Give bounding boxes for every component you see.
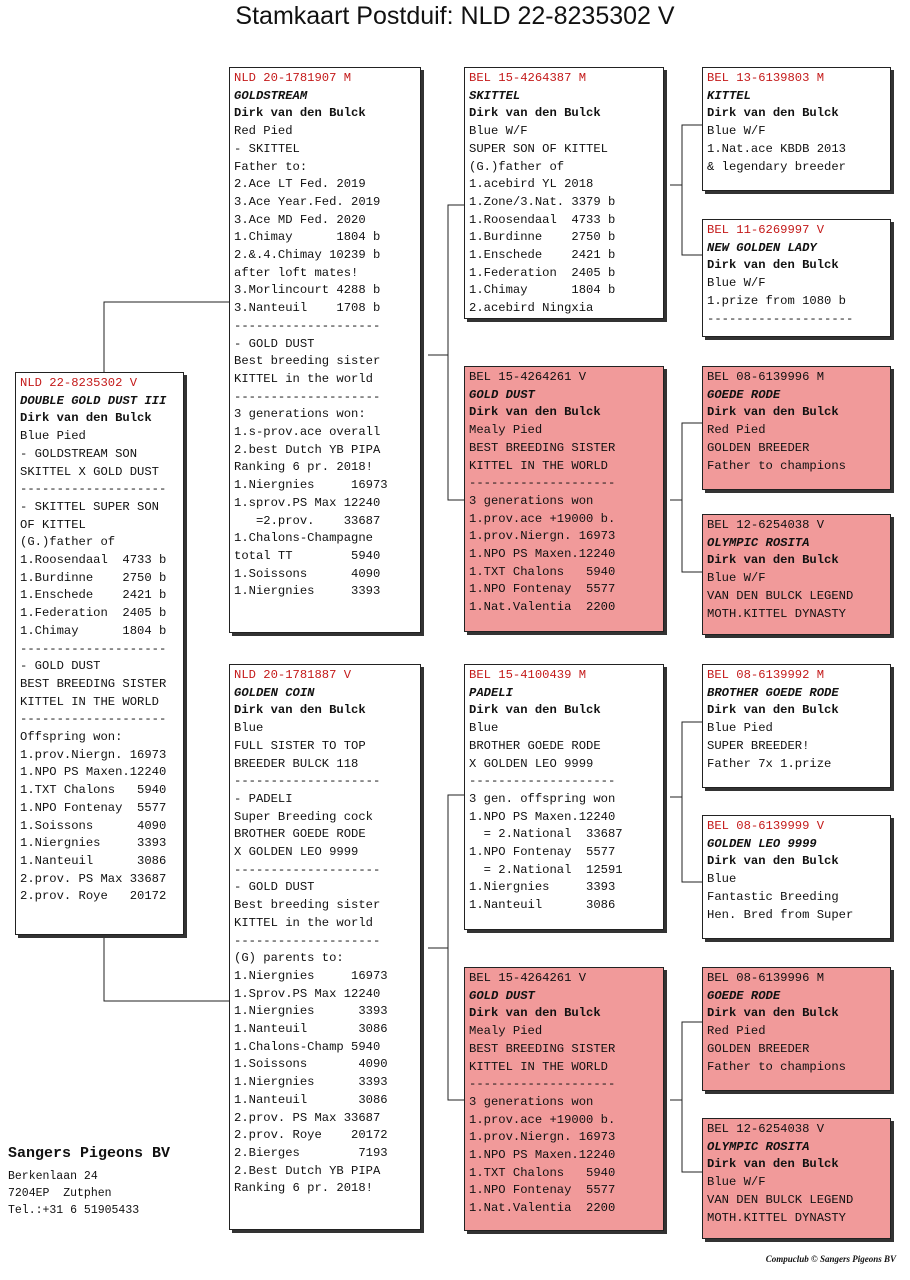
notes xyxy=(707,141,886,176)
note-line: KITTEL IN THE WORLD xyxy=(469,1059,608,1074)
note-line: - GOLD DUST xyxy=(20,659,101,674)
ring-number: BEL 12-6254038 V xyxy=(707,518,825,532)
father-card[interactable] xyxy=(229,67,421,633)
note-line: 1.prov.ace +19000 b. xyxy=(469,511,616,526)
pigeon-color: Blue xyxy=(234,721,264,736)
ring-number: BEL 08-6139996 M xyxy=(707,370,825,384)
note-line: Best breeding sister xyxy=(234,898,381,913)
note-line: Father to: xyxy=(234,159,308,174)
note-line: 1.Soissons 4090 xyxy=(234,1057,388,1072)
note-line: 1.Niergnies 16973 xyxy=(234,968,388,983)
note-line: 3 generations won: xyxy=(234,407,366,422)
note-line: 1.Chimay 1804 b xyxy=(469,283,616,298)
pigeon-name: GOEDE RODE xyxy=(707,988,781,1003)
note-line: -------------------- xyxy=(469,476,616,491)
pigeon-color: Blue xyxy=(707,872,737,887)
note-line: KITTEL in the world xyxy=(234,371,373,386)
maternal-grandmother-card[interactable] xyxy=(464,967,664,1231)
note-line: (G.)father of xyxy=(469,159,565,174)
note-line: 1.NPO Fontenay 5577 xyxy=(469,1183,616,1198)
note-line: VAN DEN BULCK LEGEND xyxy=(707,1192,854,1207)
notes xyxy=(234,738,416,1198)
note-line: 2.Bierges 7193 xyxy=(234,1145,388,1160)
note-line: - SKITTEL xyxy=(234,141,300,156)
notes xyxy=(707,1041,886,1076)
note-line: 1.Chalons-Champ 5940 xyxy=(234,1039,381,1054)
note-line: 1.Soissons 4090 xyxy=(20,818,167,833)
note-line: 1.prov.Niergn. 16973 xyxy=(20,747,167,762)
breeder-name: Dirk van den Bulck xyxy=(707,703,839,718)
pigeon-color: Blue W/F xyxy=(707,1175,766,1190)
breeder-name: Dirk van den Bulck xyxy=(234,703,366,718)
owner-phone: Tel.:+31 6 51905433 xyxy=(8,1204,140,1217)
notes xyxy=(469,440,659,617)
note-line: = 2.National 12591 xyxy=(469,862,623,877)
breeder-name: Dirk van den Bulck xyxy=(707,1006,839,1021)
note-line: 3 gen. offspring won xyxy=(469,791,616,806)
note-line: 1.sprov.PS Max 12240 xyxy=(234,495,381,510)
note-line: 1.Nanteuil 3086 xyxy=(469,898,616,913)
pigeon-name: KITTEL xyxy=(707,88,751,103)
breeder-name: Dirk van den Bulck xyxy=(469,106,601,121)
note-line: KITTEL IN THE WORLD xyxy=(469,458,608,473)
note-line: MOTH.KITTEL DYNASTY xyxy=(707,606,846,621)
note-line: BROTHER GOEDE RODE xyxy=(234,827,366,842)
breeder-name: Dirk van den Bulck xyxy=(707,854,839,869)
great-grandparent-card[interactable] xyxy=(702,67,891,191)
maternal-grandfather-card[interactable] xyxy=(464,664,664,930)
ring-number: BEL 12-6254038 V xyxy=(707,1122,825,1136)
note-line: 1.Zone/3.Nat. 3379 b xyxy=(469,194,616,209)
ring-number: BEL 11-6269997 V xyxy=(707,223,825,237)
note-line: 2.Ace LT Fed. 2019 xyxy=(234,177,366,192)
breeder-name: Dirk van den Bulck xyxy=(707,405,839,420)
note-line: -------------------- xyxy=(234,862,381,877)
ring-number: BEL 15-4264261 V xyxy=(469,370,587,384)
note-line: BROTHER GOEDE RODE xyxy=(469,738,601,753)
pigeon-name: PADELI xyxy=(469,685,513,700)
note-line: 1.Burdinne 2750 b xyxy=(20,570,167,585)
note-line: 1.prov.Niergn. 16973 xyxy=(469,529,616,544)
note-line: 1.Nat.Valentia 2200 xyxy=(469,600,616,615)
note-line: 1.Nat.ace KBDB 2013 xyxy=(707,141,846,156)
note-line: 1.Chimay 1804 b xyxy=(234,230,381,245)
note-line: -------------------- xyxy=(234,774,381,789)
breeder-name: Dirk van den Bulck xyxy=(469,1006,601,1021)
pigeon-color: Blue W/F xyxy=(707,276,766,291)
note-line: -------------------- xyxy=(20,712,167,727)
ring-number: BEL 15-4100439 M xyxy=(469,668,587,682)
note-line: 1.Enschede 2421 b xyxy=(20,588,167,603)
note-line: 1.prov.ace +19000 b. xyxy=(469,1112,616,1127)
note-line: 2.acebird Ningxia xyxy=(469,301,594,316)
mother-card[interactable] xyxy=(229,664,421,1230)
note-line: 1.TXT Chalons 5940 xyxy=(20,783,167,798)
note-line: 2.prov. Roye 20172 xyxy=(20,889,167,904)
pigeon-name: GOLD DUST xyxy=(469,988,535,1003)
notes xyxy=(707,440,886,475)
note-line: - GOLDSTREAM SON xyxy=(20,446,138,461)
note-line: (G) parents to: xyxy=(234,951,344,966)
note-line: 2.&.4.Chimay 10239 b xyxy=(234,248,381,263)
notes xyxy=(707,588,886,623)
breeder-name: Dirk van den Bulck xyxy=(707,1157,839,1172)
ring-number: NLD 20-1781907 M xyxy=(234,71,352,85)
note-line: total TT 5940 xyxy=(234,548,381,563)
owner-city: 7204EP Zutphen xyxy=(8,1187,112,1200)
note-line: 1.Nanteuil 3086 xyxy=(20,853,167,868)
note-line: 3.Nanteuil 1708 b xyxy=(234,301,381,316)
note-line: 1.Roosendaal 4733 b xyxy=(20,553,167,568)
notes xyxy=(707,889,886,924)
note-line: Father to champions xyxy=(707,1059,846,1074)
owner-block xyxy=(8,1145,170,1219)
note-line: MOTH.KITTEL DYNASTY xyxy=(707,1210,846,1225)
note-line: -------------------- xyxy=(234,933,381,948)
breeder-name: Dirk van den Bulck xyxy=(469,405,601,420)
note-line: 3.Ace MD Fed. 2020 xyxy=(234,212,366,227)
pigeon-color: Blue W/F xyxy=(469,124,528,139)
note-line: 3.Morlincourt 4288 b xyxy=(234,283,381,298)
ring-number: NLD 20-1781887 V xyxy=(234,668,352,682)
note-line: 1.Enschede 2421 b xyxy=(469,248,616,263)
great-grandparent-card[interactable] xyxy=(702,219,891,337)
breeder-name: Dirk van den Bulck xyxy=(234,106,366,121)
ring-number: BEL 08-6139996 M xyxy=(707,971,825,985)
note-line: 1.Chimay 1804 b xyxy=(20,623,167,638)
ring-number: BEL 15-4264261 V xyxy=(469,971,587,985)
pigeon-color: Blue W/F xyxy=(707,571,766,586)
note-line: 1.Niergnies 3393 xyxy=(469,880,616,895)
note-line: 1.Roosendaal 4733 b xyxy=(469,212,616,227)
pigeon-name: GOLDEN COIN xyxy=(234,685,315,700)
note-line: 1.Niergnies 3393 xyxy=(234,584,381,599)
note-line: 1.Nanteuil 3086 xyxy=(234,1022,388,1037)
great-grandparent-card[interactable] xyxy=(702,967,891,1091)
note-line: 1.TXT Chalons 5940 xyxy=(469,1165,616,1180)
note-line: -------------------- xyxy=(20,482,167,497)
ring-number: BEL 15-4264387 M xyxy=(469,71,587,85)
pigeon-card[interactable] xyxy=(15,372,184,935)
note-line: = 2.National 33687 xyxy=(469,827,623,842)
notes xyxy=(707,1192,886,1227)
breeder-name: Dirk van den Bulck xyxy=(469,703,601,718)
note-line: Father 7x 1.prize xyxy=(707,756,832,771)
note-line: 1.NPO Fontenay 5577 xyxy=(469,582,616,597)
note-line: 1.Nanteuil 3086 xyxy=(234,1092,388,1107)
note-line: 1.prov.Niergn. 16973 xyxy=(469,1130,616,1145)
note-line: 1.NPO Fontenay 5577 xyxy=(469,845,616,860)
notes xyxy=(707,738,886,773)
pigeon-name: OLYMPIC ROSITA xyxy=(707,1139,810,1154)
footer-credit: Compuclub © Sangers Pigeons BV xyxy=(765,1254,896,1264)
breeder-name: Dirk van den Bulck xyxy=(707,106,839,121)
note-line: SUPER SON OF KITTEL xyxy=(469,141,608,156)
paternal-grandmother-card[interactable] xyxy=(464,366,664,632)
note-line: Offspring won: xyxy=(20,730,123,745)
pigeon-name: GOEDE RODE xyxy=(707,387,781,402)
great-grandparent-card[interactable] xyxy=(702,1118,891,1239)
note-line: after loft mates! xyxy=(234,265,359,280)
great-grandparent-card[interactable] xyxy=(702,366,891,490)
note-line: 2.prov. PS Max 33687 xyxy=(20,871,167,886)
note-line: 3 generations won xyxy=(469,493,594,508)
great-grandparent-card[interactable] xyxy=(702,815,891,939)
note-line: 2.prov. Roye 20172 xyxy=(234,1128,388,1143)
ring-number: BEL 08-6139992 M xyxy=(707,668,825,682)
note-line: FULL SISTER TO TOP xyxy=(234,738,366,753)
note-line: 2.Best Dutch YB PIPA xyxy=(234,1163,381,1178)
pigeon-name: NEW GOLDEN LADY xyxy=(707,240,817,255)
notes xyxy=(469,1041,659,1218)
ring-number: NLD 22-8235302 V xyxy=(20,376,138,390)
note-line: 1.Niergnies 16973 xyxy=(234,478,388,493)
page-title: Stamkaart Postduif: NLD 22-8235302 V xyxy=(235,2,675,30)
breeder-name: Dirk van den Bulck xyxy=(20,411,152,426)
note-line: 1.Federation 2405 b xyxy=(20,606,167,621)
notes xyxy=(234,141,416,601)
pigeon-name: BROTHER GOEDE RODE xyxy=(707,685,839,700)
ring-number: BEL 13-6139803 M xyxy=(707,71,825,85)
note-line: - SKITTEL SUPER SON xyxy=(20,499,159,514)
note-line: 1.NPO Fontenay 5577 xyxy=(20,800,167,815)
pigeon-name: GOLDEN LEO 9999 xyxy=(707,836,817,851)
pigeon-color: Blue Pied xyxy=(707,721,773,736)
notes xyxy=(469,738,659,915)
great-grandparent-card[interactable] xyxy=(702,514,891,635)
note-line: Best breeding sister xyxy=(234,354,381,369)
note-line: 1.Nat.Valentia 2200 xyxy=(469,1201,616,1216)
note-line: 1.NPO PS Maxen.12240 xyxy=(20,765,167,780)
notes xyxy=(469,141,659,318)
note-line: SKITTEL X GOLD DUST xyxy=(20,464,159,479)
note-line: Hen. Bred from Super xyxy=(707,907,854,922)
note-line: -------------------- xyxy=(20,641,167,656)
note-line: GOLDEN BREEDER xyxy=(707,1041,810,1056)
note-line: 1.acebird YL 2018 xyxy=(469,177,594,192)
owner-address: Berkenlaan 24 xyxy=(8,1170,98,1183)
note-line: 1.Federation 2405 b xyxy=(469,265,616,280)
note-line: 1.NPO PS Maxen.12240 xyxy=(469,1148,616,1163)
note-line: 1.s-prov.ace overall xyxy=(234,425,381,440)
note-line: VAN DEN BULCK LEGEND xyxy=(707,588,854,603)
note-line: Fantastic Breeding xyxy=(707,889,839,904)
note-line: KITTEL IN THE WORLD xyxy=(20,694,159,709)
breeder-name: Dirk van den Bulck xyxy=(707,258,839,273)
pigeon-color: Mealy Pied xyxy=(469,423,543,438)
pigeon-name: GOLDSTREAM xyxy=(234,88,308,103)
note-line: Father to champions xyxy=(707,458,846,473)
note-line: 1.Niergnies 3393 xyxy=(234,1004,388,1019)
note-line: - GOLD DUST xyxy=(234,880,315,895)
note-line: X GOLDEN LEO 9999 xyxy=(234,845,359,860)
pigeon-name: SKITTEL xyxy=(469,88,521,103)
note-line: 1.NPO PS Maxen.12240 xyxy=(469,809,616,824)
note-line: Super Breeding cock xyxy=(234,809,373,824)
note-line: SUPER BREEDER! xyxy=(707,738,810,753)
pigeon-color: Blue Pied xyxy=(20,429,86,444)
note-line: 1.Soissons 4090 xyxy=(234,566,381,581)
note-line: Ranking 6 pr. 2018! xyxy=(234,460,373,475)
note-line: 1.Burdinne 2750 b xyxy=(469,230,616,245)
note-line: -------------------- xyxy=(234,389,381,404)
great-grandparent-card[interactable] xyxy=(702,664,891,788)
note-line: -------------------- xyxy=(234,318,381,333)
note-line: OF KITTEL xyxy=(20,517,86,532)
note-line: 2.prov. PS Max 33687 xyxy=(234,1110,381,1125)
note-line: =2.prov. 33687 xyxy=(234,513,381,528)
note-line: (G.)father of xyxy=(20,535,116,550)
note-line: 1.Sprov.PS Max 12240 xyxy=(234,986,381,1001)
pigeon-color: Mealy Pied xyxy=(469,1024,543,1039)
note-line: 1.Niergnies 3393 xyxy=(20,836,167,851)
note-line: X GOLDEN LEO 9999 xyxy=(469,756,594,771)
note-line: 3 generations won xyxy=(469,1094,594,1109)
notes xyxy=(707,293,886,328)
note-line: - GOLD DUST xyxy=(234,336,315,351)
pigeon-color: Blue W/F xyxy=(707,124,766,139)
note-line: BEST BREEDING SISTER xyxy=(20,676,167,691)
note-line: -------------------- xyxy=(469,1077,616,1092)
pigeon-name: DOUBLE GOLD DUST III xyxy=(20,393,167,408)
pigeon-name: GOLD DUST xyxy=(469,387,535,402)
note-line: 1.Niergnies 3393 xyxy=(234,1075,388,1090)
note-line: -------------------- xyxy=(707,311,854,326)
note-line: 1.TXT Chalons 5940 xyxy=(469,564,616,579)
pigeon-name: OLYMPIC ROSITA xyxy=(707,535,810,550)
note-line: 1.Chalons-Champagne xyxy=(234,531,373,546)
note-line: & legendary breeder xyxy=(707,159,846,174)
note-line: 1.prize from 1080 b xyxy=(707,293,846,308)
pigeon-color: Blue xyxy=(469,721,499,736)
pigeon-color: Red Pied xyxy=(707,423,766,438)
paternal-grandfather-card[interactable] xyxy=(464,67,664,319)
note-line: BREEDER BULCK 118 xyxy=(234,756,359,771)
note-line: 3.Ace Year.Fed. 2019 xyxy=(234,194,381,209)
note-line: - PADELI xyxy=(234,791,293,806)
note-line: KITTEL in the world xyxy=(234,915,373,930)
note-line: -------------------- xyxy=(469,774,616,789)
pigeon-color: Red Pied xyxy=(707,1024,766,1039)
pigeon-color: Red Pied xyxy=(234,124,293,139)
note-line: BEST BREEDING SISTER xyxy=(469,440,616,455)
note-line: Ranking 6 pr. 2018! xyxy=(234,1181,373,1196)
breeder-name: Dirk van den Bulck xyxy=(707,553,839,568)
owner-name: Sangers Pigeons BV xyxy=(8,1145,171,1162)
note-line: 1.NPO PS Maxen.12240 xyxy=(469,547,616,562)
notes xyxy=(20,446,179,906)
note-line: BEST BREEDING SISTER xyxy=(469,1041,616,1056)
ring-number: BEL 08-6139999 V xyxy=(707,819,825,833)
note-line: 2.best Dutch YB PIPA xyxy=(234,442,381,457)
note-line: GOLDEN BREEDER xyxy=(707,440,810,455)
